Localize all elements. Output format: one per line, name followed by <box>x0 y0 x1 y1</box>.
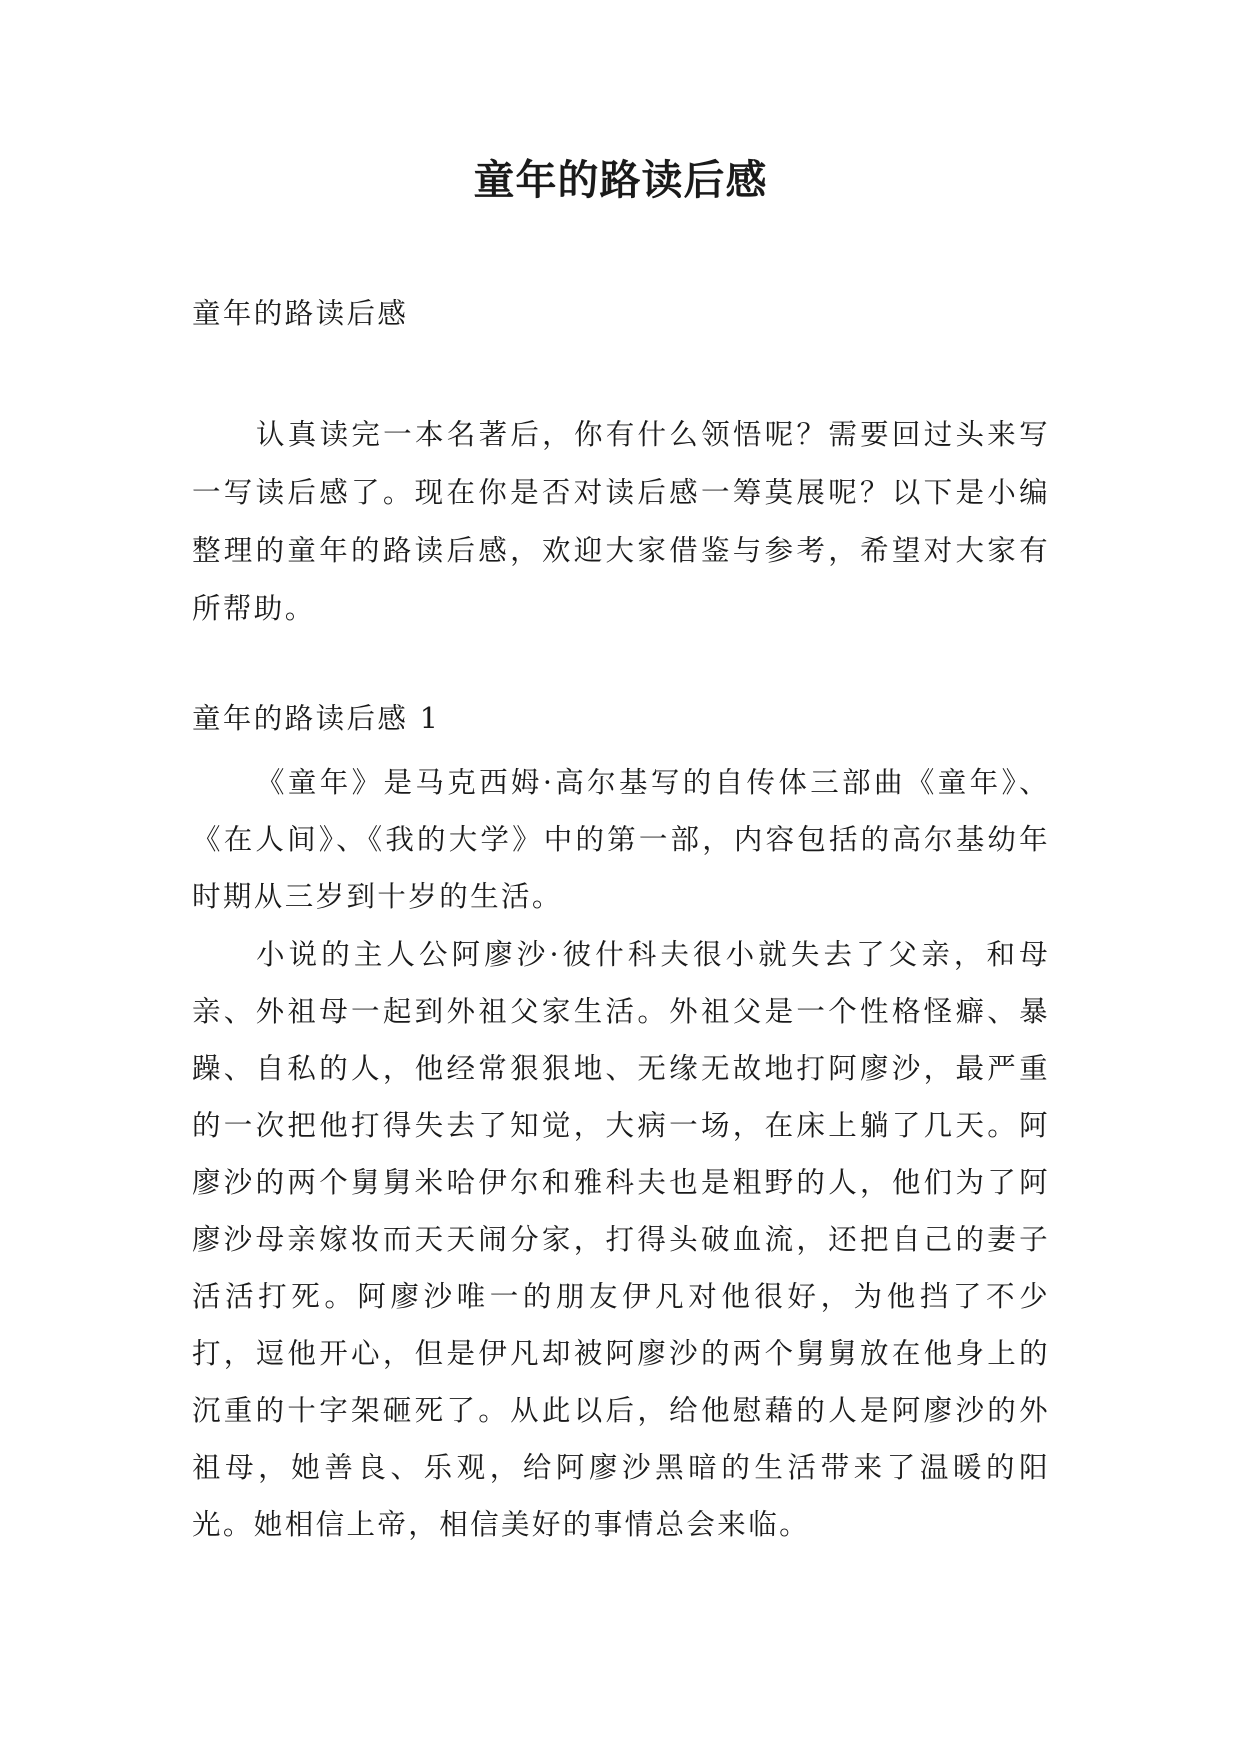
intro-paragraph: 认真读完一本名著后，你有什么领悟呢？需要回过头来写一写读后感了。现在你是否对读后感一筹莫展呢？以下是小编整理的童年的路读后感，欢迎大家借鉴与参考，希望对大家有所帮助。 <box>192 418 1050 625</box>
body-paragraph-2: 小说的主人公阿廖沙·彼什科夫很小就失去了父亲，和母亲、外祖母一起到外祖父家生活。外祖父是一个性格怪癖、暴躁、自私的人，他经常狠狠地、无缘无故地打阿廖沙，最严重的一次把他打得失去了知觉，大病一场，在床上躺了几天。阿廖沙的两个舅舅米哈伊尔和雅科夫也是粗野的人，他们为了阿廖沙母亲嫁妆而天天闹分家，打得头破血流，还把自己的妻子活活打死。阿廖沙唯一的朋友伊凡对他很好，为他挡了不少打，逗他开心，但是伊凡却被阿廖沙的两个舅舅放在他身上的沉重的十字架砸死了。从此以后，给他慰藉的人是阿廖沙的外祖母，她善良、乐观，给阿廖沙黑暗的生活带来了温暖的阳光。她相信上帝，相信美好的事情总会来临。 <box>192 938 1050 1541</box>
section-heading: 童年的路读后感 1 <box>192 702 441 735</box>
body-paragraph-1: 《童年》是马克西姆·高尔基写的自传体三部曲《童年》、《在人间》、《我的大学》中的第一部，内容包括的高尔基幼年时期从三岁到十岁的生活。 <box>192 766 1050 913</box>
page-title: 童年的路读后感 <box>473 156 768 204</box>
document-subtitle: 童年的路读后感 <box>192 297 409 330</box>
